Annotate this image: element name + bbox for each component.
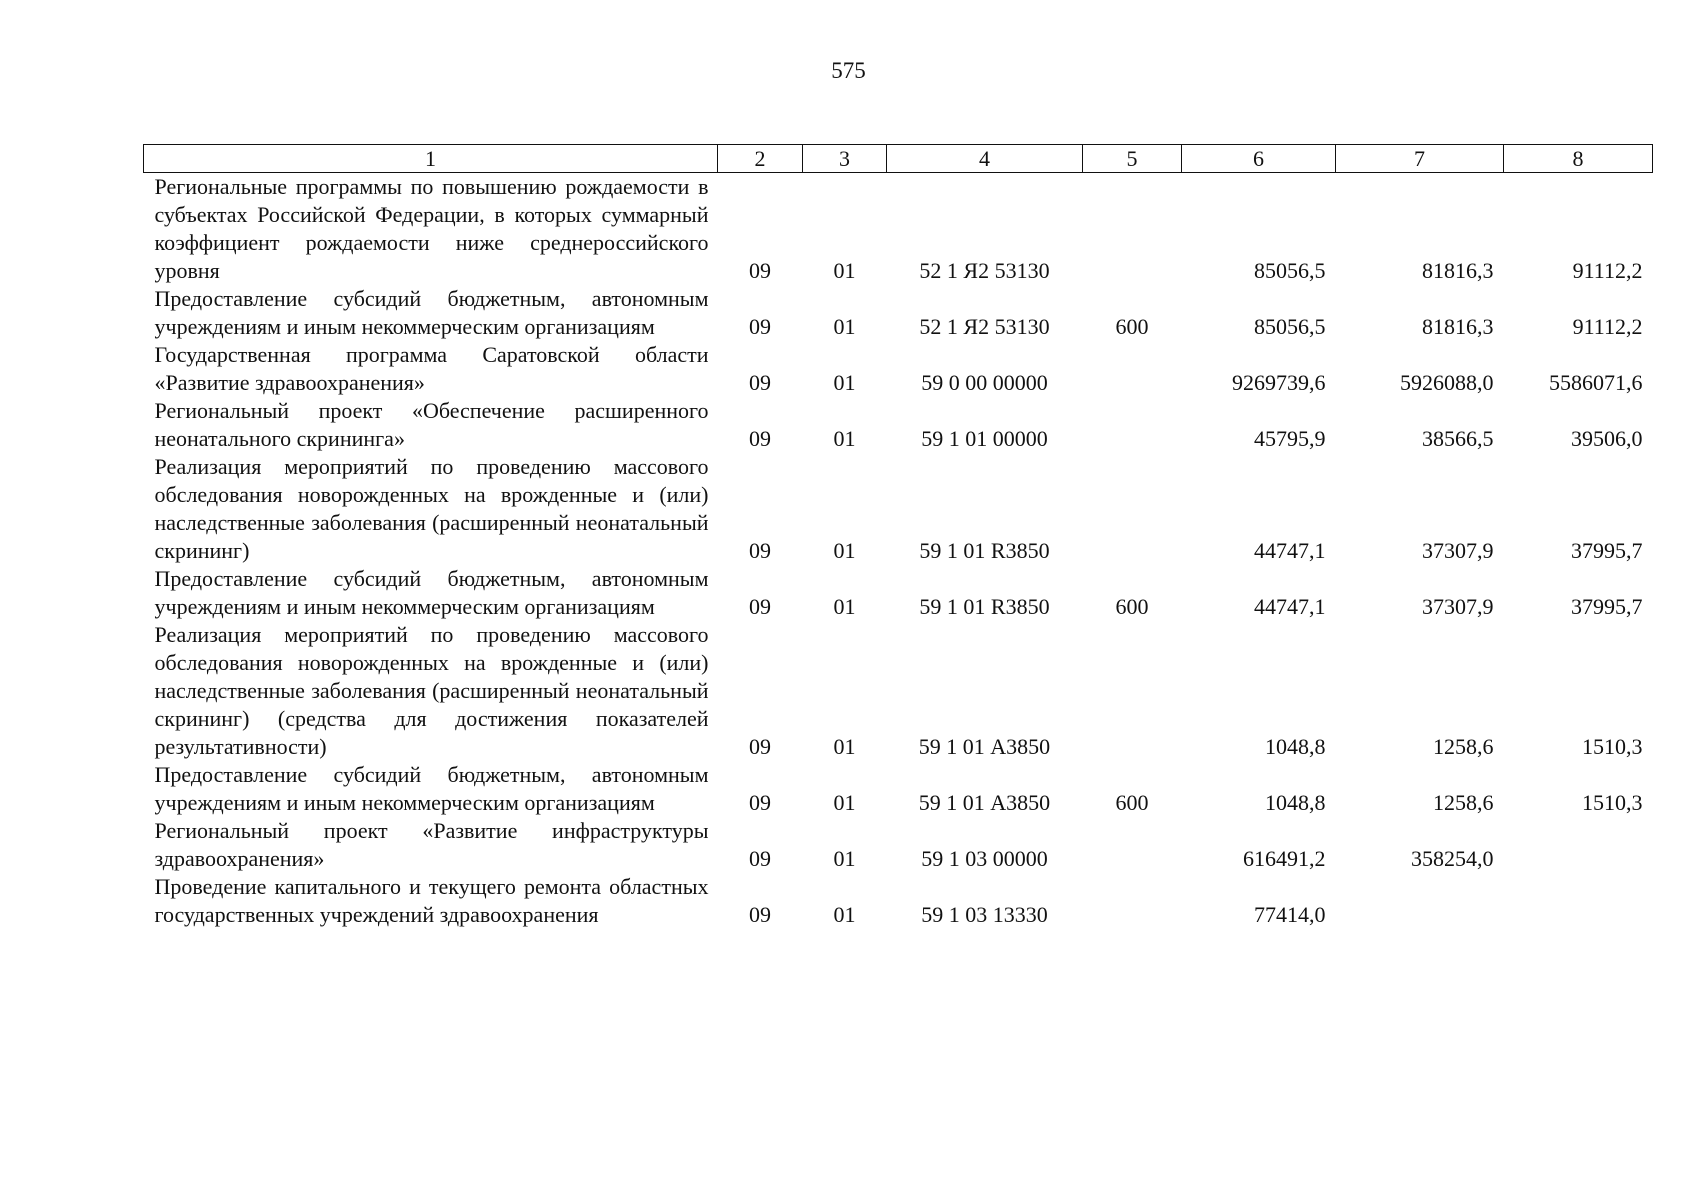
header-col-4: 4 — [887, 145, 1083, 173]
row-pr: 01 — [833, 370, 856, 395]
row-value-3: 91112,2 — [1572, 314, 1643, 339]
row-name: Предоставление субсидий бюджетным, автономным учреждениям и иным некоммерческим организациям — [154, 762, 709, 815]
header-col-6: 6 — [1182, 145, 1336, 173]
row-value-3: 1510,3 — [1582, 734, 1643, 759]
page-number: 575 — [831, 58, 866, 83]
header-col-7: 7 — [1336, 145, 1504, 173]
table-row — [144, 621, 1653, 761]
row-value-3 — [1504, 817, 1653, 873]
row-vr — [1083, 621, 1182, 761]
row-value-1: 45795,9 — [1254, 426, 1326, 451]
header-row — [144, 145, 1653, 173]
row-pr: 01 — [833, 902, 856, 927]
row-csr: 59 0 00 00000 — [921, 370, 1048, 395]
row-value-1: 77414,0 — [1254, 902, 1326, 927]
row-csr: 59 1 03 13330 — [921, 902, 1048, 927]
row-value-1: 44747,1 — [1254, 538, 1326, 563]
row-value-1: 1048,8 — [1265, 734, 1326, 759]
row-name: Предоставление субсидий бюджетным, автономным учреждениям и иным некоммерческим организациям — [154, 566, 709, 619]
table-row — [144, 397, 1653, 453]
row-value-3: 5586071,6 — [1549, 370, 1643, 395]
row-name: Государственная программа Саратовской области «Развитие здравоохранения» — [154, 342, 709, 395]
row-csr: 59 1 03 00000 — [921, 846, 1048, 871]
row-value-1: 616491,2 — [1243, 846, 1326, 871]
header-col-1: 1 — [144, 145, 718, 173]
row-csr: 59 1 01 А3850 — [918, 790, 1051, 815]
row-name: Региональный проект «Обеспечение расширенного неонатального скрининга» — [154, 398, 709, 451]
row-rz: 09 — [749, 902, 771, 927]
row-vr — [1083, 453, 1182, 565]
row-value-2: 358254,0 — [1411, 846, 1494, 871]
row-rz: 09 — [749, 594, 771, 619]
row-value-1: 85056,5 — [1254, 258, 1326, 283]
row-name: Реализация мероприятий по проведению массового обследования новорожденных на врожденные и (или) наследственные заболевания (расширенный неонатальный скрининг) (средства для достижения показателей результативности) — [154, 622, 709, 759]
row-pr: 01 — [833, 846, 856, 871]
row-vr: 600 — [1115, 790, 1149, 815]
row-rz: 09 — [749, 846, 771, 871]
row-name: Региональные программы по повышению рождаемости в субъектах Российской Федерации, в которых суммарный коэффициент рождаемости ниже среднероссийского уровня — [154, 174, 709, 283]
row-csr: 59 1 01 00000 — [921, 426, 1048, 451]
row-csr: 59 1 01 R3850 — [919, 594, 1050, 619]
row-value-2: 1258,6 — [1433, 734, 1494, 759]
table-header — [144, 145, 1653, 173]
row-value-2: 1258,6 — [1433, 790, 1494, 815]
row-rz: 09 — [749, 790, 771, 815]
row-rz: 09 — [749, 426, 771, 451]
row-value-3: 37995,7 — [1571, 538, 1643, 563]
table-row — [144, 873, 1653, 929]
table-body — [144, 173, 1653, 930]
row-name: Реализация мероприятий по проведению массового обследования новорожденных на врожденные и (или) наследственные заболевания (расширенный неонатальный скрининг) — [154, 454, 709, 563]
table-row — [144, 761, 1653, 817]
row-vr — [1083, 873, 1182, 929]
header-col-8: 8 — [1504, 145, 1653, 173]
row-value-2: 37307,9 — [1422, 594, 1494, 619]
row-value-3: 91112,2 — [1572, 258, 1643, 283]
row-value-2 — [1336, 873, 1504, 929]
row-csr: 59 1 01 R3850 — [919, 538, 1050, 563]
row-value-2: 81816,3 — [1422, 258, 1494, 283]
row-vr: 600 — [1115, 594, 1149, 619]
row-value-3: 39506,0 — [1571, 426, 1643, 451]
row-value-1: 85056,5 — [1254, 314, 1326, 339]
row-vr: 600 — [1115, 314, 1149, 339]
row-vr — [1083, 173, 1182, 286]
row-pr: 01 — [833, 790, 856, 815]
row-value-3: 1510,3 — [1582, 790, 1643, 815]
row-pr: 01 — [833, 734, 856, 759]
row-rz: 09 — [749, 314, 771, 339]
row-value-2: 37307,9 — [1422, 538, 1494, 563]
row-vr — [1083, 817, 1182, 873]
row-value-3 — [1504, 873, 1653, 929]
table-row — [144, 341, 1653, 397]
row-value-1: 44747,1 — [1254, 594, 1326, 619]
row-rz: 09 — [749, 734, 771, 759]
table-row — [144, 453, 1653, 565]
budget-table — [143, 144, 1653, 929]
table-row — [144, 285, 1653, 341]
row-pr: 01 — [833, 258, 856, 283]
row-pr: 01 — [833, 426, 856, 451]
table-row — [144, 173, 1653, 286]
row-pr: 01 — [833, 594, 856, 619]
row-vr — [1083, 341, 1182, 397]
row-vr — [1083, 397, 1182, 453]
row-value-2: 81816,3 — [1422, 314, 1494, 339]
row-rz: 09 — [749, 538, 771, 563]
table-row — [144, 817, 1653, 873]
row-name: Региональный проект «Развитие инфраструктуры здравоохранения» — [154, 818, 709, 871]
row-rz: 09 — [749, 370, 771, 395]
row-value-1: 9269739,6 — [1232, 370, 1326, 395]
row-value-1: 1048,8 — [1265, 790, 1326, 815]
row-rz: 09 — [749, 258, 771, 283]
row-value-2: 38566,5 — [1422, 426, 1494, 451]
row-pr: 01 — [833, 538, 856, 563]
row-csr: 59 1 01 А3850 — [918, 734, 1051, 759]
row-name: Предоставление субсидий бюджетным, автономным учреждениям и иным некоммерческим организациям — [154, 286, 709, 339]
header-col-5: 5 — [1083, 145, 1182, 173]
row-csr: 52 1 Я2 53130 — [919, 258, 1050, 283]
row-csr: 52 1 Я2 53130 — [919, 314, 1050, 339]
header-col-2: 2 — [718, 145, 803, 173]
row-pr: 01 — [833, 314, 856, 339]
row-value-3: 37995,7 — [1571, 594, 1643, 619]
row-value-2: 5926088,0 — [1400, 370, 1494, 395]
row-name: Проведение капитального и текущего ремонта областных государственных учреждений здравоохранения — [154, 874, 709, 927]
header-col-3: 3 — [803, 145, 887, 173]
table-row — [144, 565, 1653, 621]
